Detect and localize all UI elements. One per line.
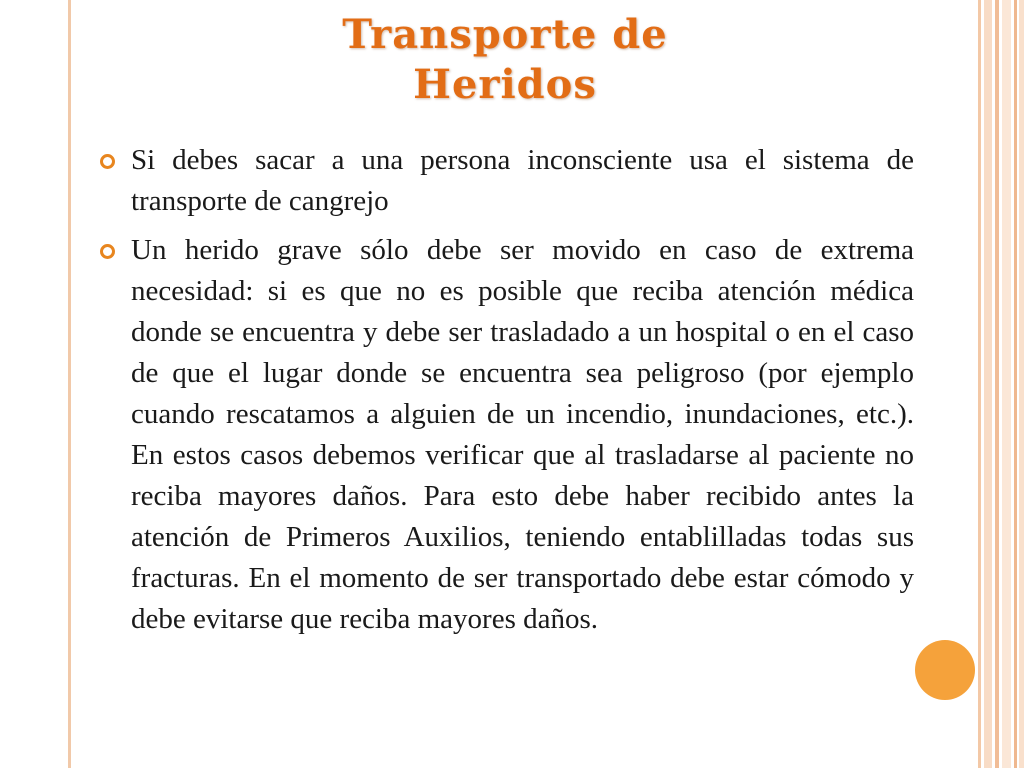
bullet-text: Si debes sacar a una persona inconsciente usa el sistema de transporte de cangrejo [131, 144, 914, 217]
bullet-text: Un herido grave sólo debe ser movido en caso de extrema necesidad: si es que no es posible que reciba atención médica donde se encuentra y debe ser trasladado a un hospital o en el caso de que el lugar donde se encuentra sea peligroso (por ejemplo cuando rescatamos a alguien de un incendio, inundaciones, etc.). En estos casos debemos verificar que al trasladarse al paciente no reciba mayores daños. Para esto debe haber recibido antes la atención de Primeros Auxilios, teniendo entablilladas todas sus fracturas. En el momento de ser transportado debe estar cómodo y debe evitarse que reciba mayores daños. [131, 234, 914, 635]
title-line-2: Heridos [413, 61, 597, 108]
bullet-ring-icon [100, 154, 115, 169]
right-decorative-stripes [978, 0, 1024, 768]
decorative-orange-circle [915, 640, 975, 700]
left-border-line [68, 0, 71, 768]
bullet-list [100, 140, 914, 648]
stripe [1019, 0, 1024, 768]
stripe [1002, 0, 1011, 768]
bullet-item [100, 230, 914, 640]
stripe [995, 0, 999, 768]
stripe [1014, 0, 1017, 768]
bullet-item [100, 140, 914, 222]
stripe [984, 0, 992, 768]
stripe [978, 0, 981, 768]
bullet-ring-icon [100, 244, 115, 259]
slide-title [250, 10, 760, 110]
title-line-1: Transporte de [342, 11, 668, 58]
